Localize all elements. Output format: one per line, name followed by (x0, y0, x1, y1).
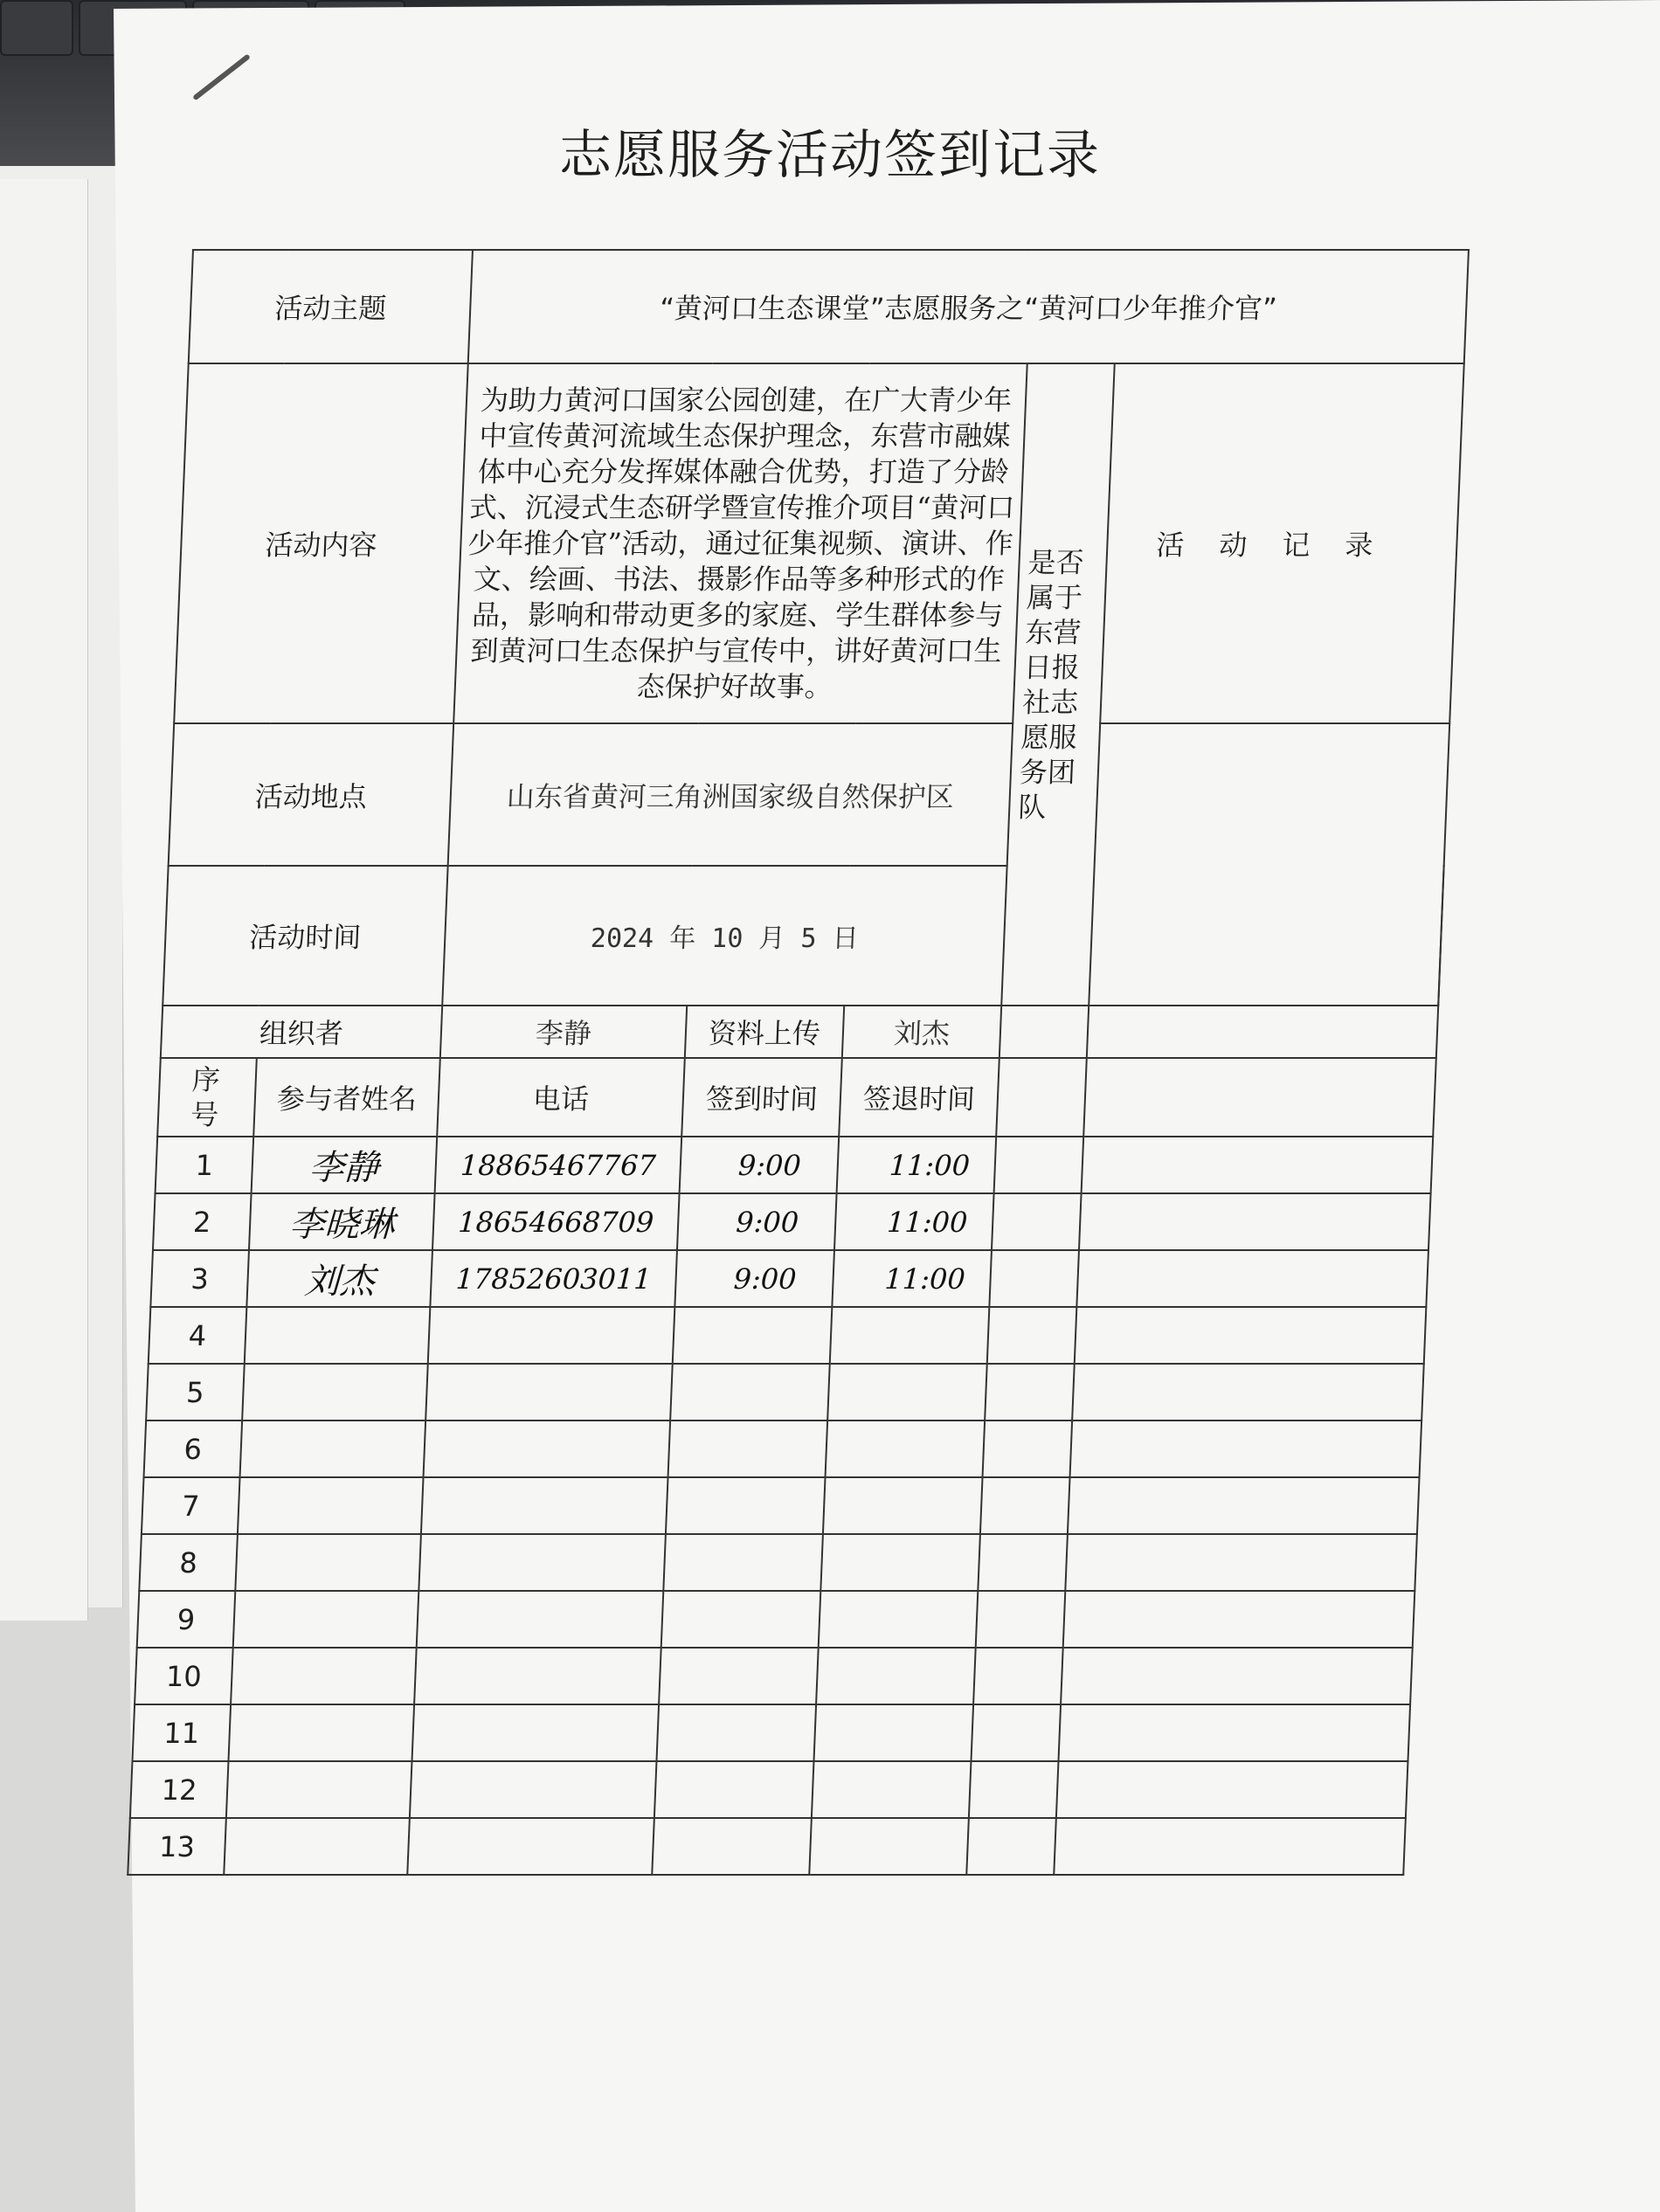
row-participant-name[interactable] (228, 1704, 414, 1761)
row-index: 7 (142, 1477, 240, 1534)
row-sign-in-time[interactable] (668, 1421, 828, 1477)
row-team-cell[interactable] (985, 1364, 1075, 1421)
participant-header: 参与者姓名 (253, 1058, 440, 1137)
location-value: 山东省黄河三角洲国家级自然保护区 (448, 723, 1013, 866)
row-record-cell[interactable] (1070, 1421, 1422, 1477)
location-label: 活动地点 (169, 723, 454, 866)
row-participant-name[interactable]: 李晓琳 (249, 1193, 435, 1250)
row-phone[interactable] (428, 1307, 675, 1364)
form-table (127, 249, 1470, 1876)
organizer-label: 组织者 (161, 1006, 442, 1058)
row-team-cell[interactable] (966, 1818, 1056, 1875)
row-record-cell[interactable] (1063, 1591, 1415, 1648)
page-title: 志愿服务活动签到记录 (559, 125, 1101, 186)
row-phone[interactable] (407, 1818, 654, 1875)
row-sign-out-time[interactable] (813, 1704, 973, 1761)
table-row (156, 1137, 1434, 1193)
row-record-cell[interactable] (1061, 1648, 1413, 1704)
row-phone[interactable] (412, 1704, 659, 1761)
table-row (139, 1534, 1417, 1591)
row-sign-out-time[interactable] (830, 1307, 990, 1364)
row-index: 2 (153, 1193, 252, 1250)
row-record-cell[interactable] (1068, 1477, 1420, 1534)
row-team-cell[interactable] (994, 1137, 1084, 1193)
row-team-cell[interactable] (978, 1534, 1068, 1591)
row-index: 12 (130, 1761, 229, 1818)
row-team-cell[interactable] (980, 1477, 1070, 1534)
content-value: 为助力黄河口国家公园创建，在广大青少年中宣传黄河流域生态保护理念，东营市融媒体中心充分发挥媒体融合优势，打造了分龄式、沉浸式生态研学暨宣传推介项目“黄河口少年推介官”活动，通过征集视频、演讲、作文、绘画、书法、摄影作品等多种形式的作品，影响和带动更多的家庭、学生群体参与到黄河口生态保护与宣传中，讲好黄河口生态保护好故事。 (453, 363, 1027, 723)
row-phone[interactable]: 18654668709 (432, 1193, 680, 1250)
row-record-cell[interactable] (1079, 1193, 1431, 1250)
row-record-cell[interactable] (1072, 1364, 1424, 1421)
row-team-cell[interactable] (973, 1648, 1063, 1704)
row-team-cell[interactable] (969, 1761, 1059, 1818)
row-sign-out-time[interactable] (816, 1648, 976, 1704)
theme-value: “黄河口生态课堂”志愿服务之“黄河口少年推介官” (468, 250, 1469, 363)
row-phone[interactable] (418, 1534, 666, 1591)
table-row (137, 1591, 1415, 1648)
theme-row (189, 250, 1469, 363)
header-blank-2 (1083, 1058, 1436, 1137)
table-row (144, 1421, 1422, 1477)
row-record-cell[interactable] (1065, 1534, 1417, 1591)
records-area (1089, 723, 1449, 1006)
phone-header: 电话 (437, 1058, 685, 1137)
row-index: 9 (137, 1591, 236, 1648)
row-participant-name[interactable] (224, 1818, 410, 1875)
row-team-cell[interactable] (987, 1307, 1077, 1364)
row-record-cell[interactable] (1082, 1137, 1434, 1193)
row-sign-in-time[interactable] (661, 1591, 821, 1648)
content-label: 活动内容 (174, 363, 468, 723)
row-phone[interactable] (425, 1364, 673, 1421)
row-phone[interactable] (414, 1648, 661, 1704)
organizer-row (161, 1006, 1438, 1058)
row-participant-name[interactable] (231, 1648, 417, 1704)
row-phone[interactable] (421, 1477, 668, 1534)
table-row (132, 1704, 1410, 1761)
row-team-cell[interactable] (989, 1250, 1079, 1307)
row-index: 10 (135, 1648, 233, 1704)
row-team-cell[interactable] (976, 1591, 1066, 1648)
row-sign-out-time[interactable] (812, 1761, 972, 1818)
table-row (142, 1477, 1420, 1534)
row-sign-out-time[interactable] (820, 1534, 980, 1591)
row-sign-in-time[interactable] (659, 1648, 819, 1704)
team-question-text: 是否属于东营日报社志愿服务团队 (1017, 545, 1085, 824)
uploader-value: 刘杰 (842, 1006, 1001, 1058)
row-participant-name[interactable] (245, 1307, 431, 1364)
sign-in-header: 签到时间 (681, 1058, 842, 1137)
organizer-row-blank (999, 1006, 1089, 1058)
theme-label: 活动主题 (189, 250, 473, 363)
row-index: 11 (132, 1704, 231, 1761)
row-participant-name[interactable] (242, 1364, 428, 1421)
row-sign-in-time[interactable]: 9:00 (680, 1137, 840, 1193)
row-sign-in-time[interactable] (666, 1477, 826, 1534)
table-row (150, 1250, 1428, 1307)
row-phone[interactable] (410, 1761, 657, 1818)
records-label: 活动记录 (1100, 363, 1464, 723)
table-row (146, 1364, 1424, 1421)
row-participant-name[interactable] (240, 1421, 426, 1477)
row-sign-in-time[interactable]: 9:00 (674, 1250, 834, 1307)
row-index: 13 (128, 1818, 226, 1875)
row-sign-in-time[interactable]: 9:00 (677, 1193, 837, 1250)
row-record-cell[interactable] (1054, 1818, 1406, 1875)
sign-out-header: 签退时间 (839, 1058, 999, 1137)
row-phone[interactable] (417, 1591, 664, 1648)
row-team-cell[interactable] (971, 1704, 1061, 1761)
organizer-row-blank-2 (1087, 1006, 1438, 1058)
row-phone[interactable]: 17852603011 (430, 1250, 677, 1307)
content-row (174, 363, 1464, 723)
row-sign-out-time[interactable] (827, 1364, 987, 1421)
table-row (135, 1648, 1413, 1704)
row-participant-name[interactable] (233, 1591, 419, 1648)
row-record-cell[interactable] (1058, 1704, 1410, 1761)
row-record-cell[interactable] (1076, 1250, 1428, 1307)
table-row (149, 1307, 1427, 1364)
row-sign-out-time[interactable] (823, 1477, 983, 1534)
row-sign-out-time[interactable] (809, 1818, 969, 1875)
row-sign-in-time[interactable] (670, 1364, 830, 1421)
row-participant-name[interactable] (235, 1534, 421, 1591)
table-row (130, 1761, 1408, 1818)
organizer-value: 李静 (440, 1006, 687, 1058)
row-sign-out-time[interactable]: 11:00 (837, 1137, 997, 1193)
row-sign-in-time[interactable] (652, 1818, 812, 1875)
row-sign-in-time[interactable] (654, 1761, 814, 1818)
table-row (128, 1818, 1406, 1875)
participant-rows (128, 1137, 1433, 1875)
row-index: 3 (150, 1250, 249, 1307)
row-participant-name[interactable] (226, 1761, 412, 1818)
row-sign-out-time[interactable] (819, 1591, 979, 1648)
index-header-text: 序号 (190, 1063, 221, 1131)
row-index: 1 (156, 1137, 254, 1193)
location-row (169, 723, 1450, 866)
index-header (157, 1058, 257, 1137)
sign-in-form (127, 249, 1468, 1876)
table-row (153, 1193, 1431, 1250)
row-index: 6 (144, 1421, 243, 1477)
row-phone[interactable]: 18865467767 (435, 1137, 682, 1193)
row-sign-out-time[interactable] (826, 1421, 986, 1477)
row-index: 8 (139, 1534, 238, 1591)
paper-stack-left-2 (0, 179, 88, 1621)
row-participant-name[interactable]: 刘杰 (246, 1250, 432, 1307)
row-index: 4 (149, 1307, 247, 1364)
row-team-cell[interactable] (992, 1193, 1082, 1250)
row-team-cell[interactable] (983, 1421, 1073, 1477)
row-participant-name[interactable] (238, 1477, 424, 1534)
row-sign-in-time[interactable] (656, 1704, 816, 1761)
row-sign-in-time[interactable] (663, 1534, 823, 1591)
time-label: 活动时间 (163, 866, 447, 1006)
row-sign-out-time[interactable]: 11:00 (834, 1193, 994, 1250)
row-record-cell[interactable] (1075, 1307, 1427, 1364)
header-blank (996, 1058, 1087, 1137)
row-sign-out-time[interactable]: 11:00 (832, 1250, 992, 1307)
row-sign-in-time[interactable] (673, 1307, 833, 1364)
row-record-cell[interactable] (1056, 1761, 1408, 1818)
row-phone[interactable] (424, 1421, 671, 1477)
header-row (157, 1058, 1436, 1137)
row-index: 5 (146, 1364, 245, 1421)
row-participant-name[interactable]: 李静 (252, 1137, 438, 1193)
uploader-label: 资料上传 (685, 1006, 844, 1058)
time-value: 2024 年 10 月 5 日 (442, 866, 1006, 1006)
keyboard-key (0, 0, 73, 56)
